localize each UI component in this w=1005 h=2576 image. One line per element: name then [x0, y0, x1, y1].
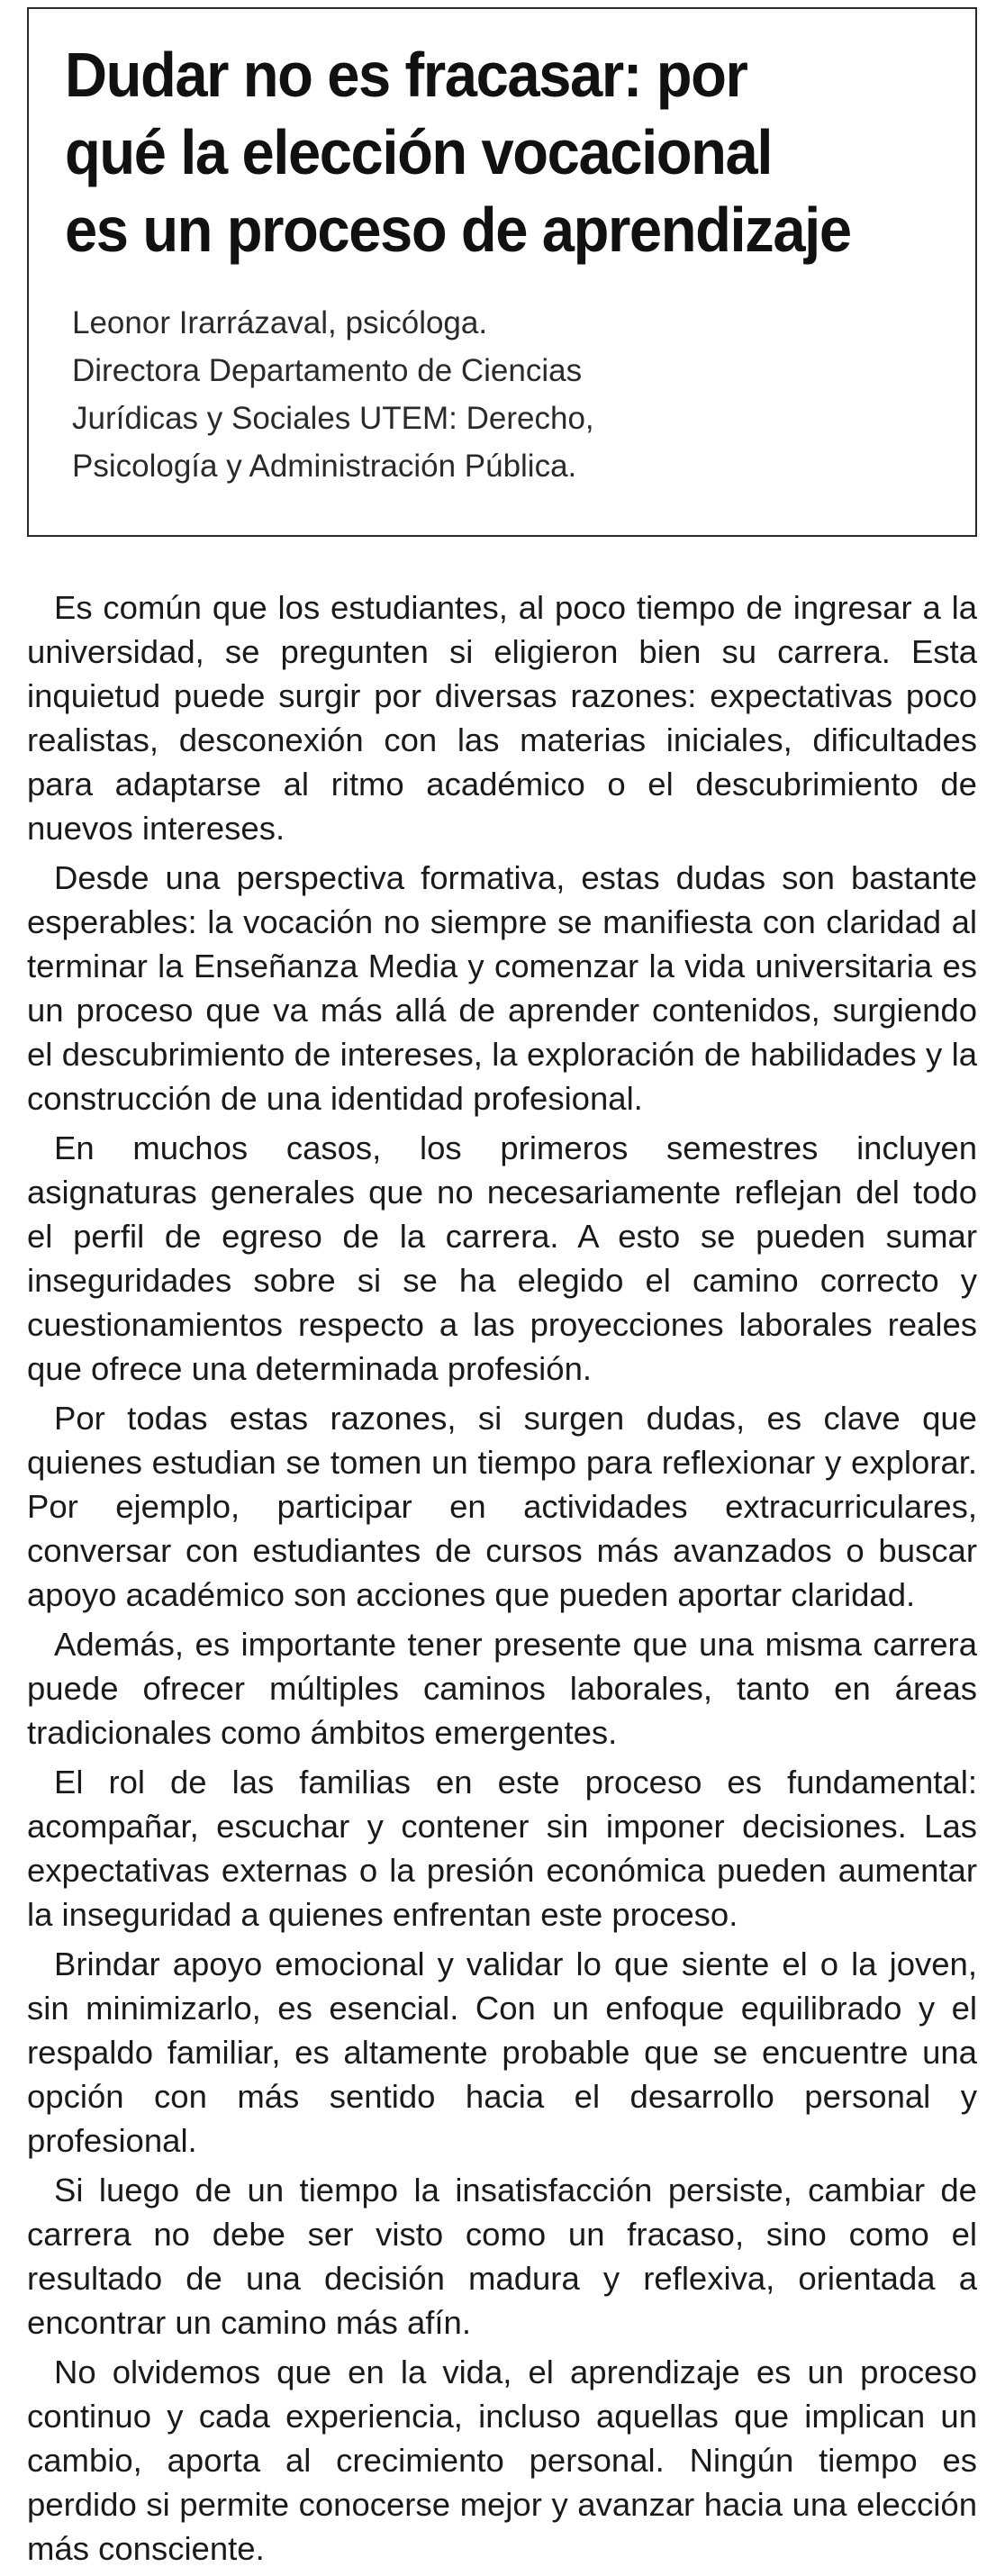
byline-line: Directora Departamento de Ciencias [72, 353, 583, 388]
paragraph: Si luego de un tiempo la insatisfacción persiste, cambiar de carrera no debe ser visto como un fracaso, sino como el resultado de una decisión madura y reflexiva, orientada a encontrar un camino más afín. [27, 2172, 977, 2341]
paragraph: Además, es importante tener presente que una misma carrera puede ofrecer múltiples caminos laborales, tanto en áreas tradicionales como ámbitos emergentes. [27, 1626, 977, 1751]
headline-line: Dudar no es fracasar: por [65, 40, 747, 110]
headline-line: es un proceso de aprendizaje [65, 195, 851, 265]
byline-line: Psicología y Administración Pública. [72, 449, 577, 484]
paragraph: Desde una perspectiva formativa, estas dudas son bastante esperables: la vocación no siempre se manifiesta con claridad al terminar la Enseñanza Media y comenzar la vida universitaria es un proceso que va más allá de aprender contenidos, surgiendo el descubrimiento de intereses, la exploración de habilidades y la construcción de una identidad profesional. [27, 859, 977, 1117]
author-byline [65, 299, 939, 490]
paragraph: En muchos casos, los primeros semestres incluyen asignaturas generales que no necesariamente reflejan del todo el perfil de egreso de la carrera. A esto se pueden sumar inseguridades sobre si se ha elegido el camino correcto y cuestionamientos respecto a las proyecciones laborales reales que ofrece una determinada profesión. [27, 1129, 977, 1387]
article-body [27, 585, 977, 2576]
header-box [27, 7, 977, 537]
paragraph: No olvidemos que en la vida, el aprendizaje es un proceso continuo y cada experiencia, incluso aquellas que implican un cambio, aporta al crecimiento personal. Ningún tiempo es perdido si permite conocerse mejor y avanzar hacia una elección más consciente. [27, 2354, 977, 2567]
headline-line: qué la elección vocacional [65, 117, 773, 187]
byline-line: Leonor Irarrázaval, psicóloga. [72, 305, 488, 340]
headline [65, 36, 953, 268]
paragraph: Brindar apoyo emocional y validar lo que siente el o la joven, sin minimizarlo, es esencial. Con un enfoque equilibrado y el respaldo familiar, es altamente probable que se encuentre una opción con más sentido hacia el desarrollo personal y profesional. [27, 1946, 977, 2159]
byline-line: Jurídicas y Sociales UTEM: Derecho, [72, 401, 594, 436]
paragraph: Por todas estas razones, si surgen dudas, es clave que quienes estudian se tomen un tiempo para reflexionar y explorar. Por ejemplo, participar en actividades extracurriculares, conversar con estudiantes de cursos más avanzados o buscar apoyo académico son acciones que pueden aportar claridad. [27, 1400, 977, 1613]
paragraph: El rol de las familias en este proceso es fundamental: acompañar, escuchar y contener sin imponer decisiones. Las expectativas externas o la presión económica pueden aumentar la inseguridad a quienes enfrentan este proceso. [27, 1764, 977, 1933]
paragraph: Es común que los estudiantes, al poco tiempo de ingresar a la universidad, se pregunten si eligieron bien su carrera. Esta inquietud puede surgir por diversas razones: expectativas poco realistas, desconexión con las materias iniciales, dificultades para adaptarse al ritmo académico o el descubrimiento de nuevos intereses. [27, 589, 977, 847]
